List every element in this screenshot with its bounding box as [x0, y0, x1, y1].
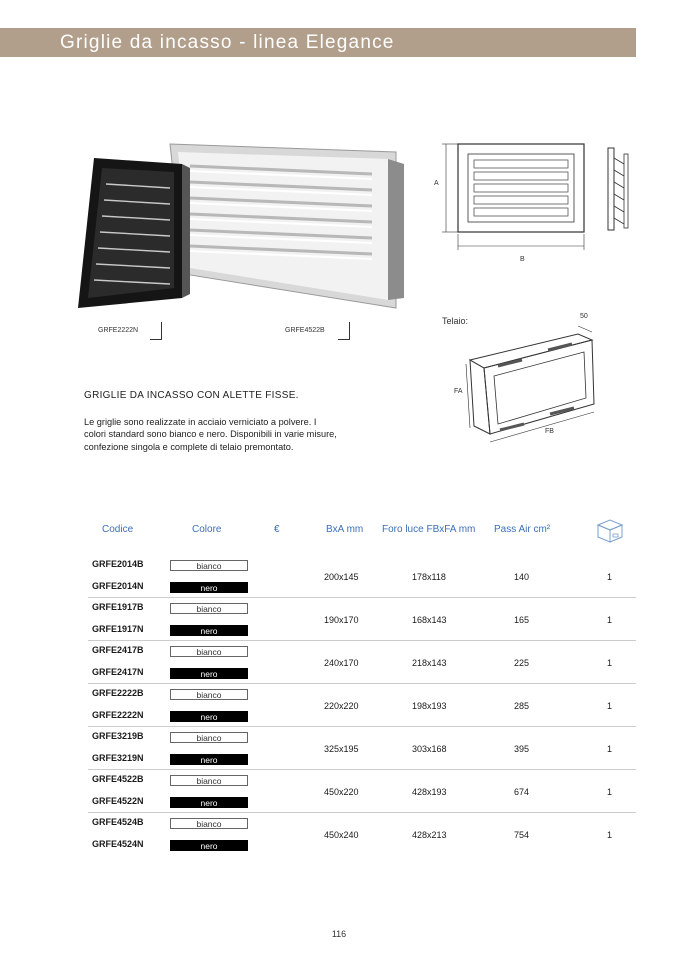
dimension-a-label: A — [434, 180, 439, 187]
table-row — [88, 684, 636, 727]
cell-bxa: 325x195 — [324, 744, 359, 754]
dimension-fa-label: FA — [454, 388, 463, 395]
color-swatch-white: bianco — [170, 560, 248, 571]
description-line: colori standard sono bianco e nero. Disponibili in varie misure, — [84, 429, 337, 440]
cell-foro-luce: 198x193 — [412, 701, 447, 711]
product-code-black: GRFE2014N — [92, 581, 144, 591]
page-number: 116 — [331, 929, 347, 939]
cell-foro-luce: 218x143 — [412, 658, 447, 668]
cell-quantity: 1 — [607, 572, 613, 582]
cell-bxa: 450x240 — [324, 830, 359, 840]
cell-bxa: 240x170 — [324, 658, 359, 668]
header-colore: Colore — [192, 524, 222, 535]
product-code-black: GRFE2222N — [92, 710, 144, 720]
cell-quantity: 1 — [607, 787, 613, 797]
cell-foro-luce: 428x213 — [412, 830, 447, 840]
product-code-white: GRFE2417B — [92, 645, 144, 655]
telaio-label: Telaio: — [442, 316, 469, 326]
header-band — [0, 28, 636, 57]
cell-bxa: 450x220 — [324, 787, 359, 797]
cell-quantity: 1 — [607, 615, 613, 625]
product-code-black: GRFE2417N — [92, 667, 144, 677]
grilles-photo — [66, 138, 416, 320]
cell-foro-luce: 178x118 — [412, 572, 446, 582]
photo-label-black: GRFE2222N — [98, 327, 139, 334]
header-bxa: BxA mm — [326, 524, 364, 535]
cell-foro-luce: 168x143 — [412, 615, 447, 625]
cell-pass-air: 674 — [514, 787, 530, 797]
cell-quantity: 1 — [607, 744, 613, 754]
product-code-white: GRFE2014B — [92, 559, 144, 569]
color-swatch-white: bianco — [170, 732, 248, 743]
page-title: Griglie da incasso - linea Elegance — [60, 32, 395, 53]
color-swatch-black: nero — [170, 711, 248, 722]
color-swatch-white: bianco — [170, 818, 248, 829]
cell-bxa: 220x220 — [324, 701, 359, 711]
product-code-black: GRFE1917N — [92, 624, 144, 634]
dimension-fb-label: FB — [545, 428, 554, 435]
technical-drawing — [428, 128, 638, 458]
product-code-white: GRFE4524B — [92, 817, 144, 827]
cell-quantity: 1 — [607, 701, 613, 711]
photo-label-bracket — [338, 322, 350, 340]
cell-pass-air: 140 — [514, 572, 530, 582]
product-code-black: GRFE4522N — [92, 796, 144, 806]
header-pass-air: Pass Air cm² — [494, 524, 551, 535]
header-foro-luce: Foro luce FBxFA mm — [382, 524, 476, 535]
color-swatch-white: bianco — [170, 603, 248, 614]
color-swatch-black: nero — [170, 668, 248, 679]
photo-label-bracket — [150, 322, 162, 340]
color-swatch-black: nero — [170, 625, 248, 636]
color-swatch-white: bianco — [170, 775, 248, 786]
table-row — [88, 598, 636, 641]
product-code-white: GRFE2222B — [92, 688, 144, 698]
table-row — [88, 727, 636, 770]
header-euro: € — [274, 524, 280, 535]
dimension-b-label: B — [520, 256, 525, 263]
table-row — [88, 555, 636, 598]
header-codice: Codice — [102, 524, 134, 535]
cell-pass-air: 285 — [514, 701, 530, 711]
color-swatch-black: nero — [170, 797, 248, 808]
product-code-white: GRFE1917B — [92, 602, 144, 612]
cell-pass-air: 165 — [514, 615, 530, 625]
cell-bxa: 190x170 — [324, 615, 359, 625]
photo-label-white: GRFE4522B — [285, 327, 325, 334]
color-swatch-white: bianco — [170, 646, 248, 657]
dimension-50-label: 50 — [580, 313, 588, 320]
cell-quantity: 1 — [607, 658, 613, 668]
product-code-black: GRFE3219N — [92, 753, 144, 763]
description-title: GRIGLIE DA INCASSO CON ALETTE FISSE. — [84, 390, 299, 401]
color-swatch-white: bianco — [170, 689, 248, 700]
cell-pass-air: 395 — [514, 744, 530, 754]
cell-foro-luce: 303x168 — [412, 744, 447, 754]
color-swatch-black: nero — [170, 754, 248, 765]
description-body — [84, 416, 404, 453]
description-line: confezione singola e complete di telaio premontato. — [84, 441, 294, 452]
cell-pass-air: 754 — [514, 830, 530, 840]
product-code-white: GRFE4522B — [92, 774, 144, 784]
cell-pass-air: 225 — [514, 658, 530, 668]
cell-quantity: 1 — [607, 830, 613, 840]
table-row — [88, 770, 636, 813]
table-row — [88, 641, 636, 684]
table-row — [88, 813, 636, 856]
product-code-black: GRFE4524N — [92, 839, 144, 849]
cell-foro-luce: 428x193 — [412, 787, 447, 797]
package-box-icon — [596, 518, 624, 544]
cell-bxa: 200x145 — [324, 572, 359, 582]
product-code-white: GRFE3219B — [92, 731, 144, 741]
color-swatch-black: nero — [170, 582, 248, 593]
description-line: Le griglie sono realizzate in acciaio verniciato a polvere. I — [84, 417, 317, 427]
color-swatch-black: nero — [170, 840, 248, 851]
